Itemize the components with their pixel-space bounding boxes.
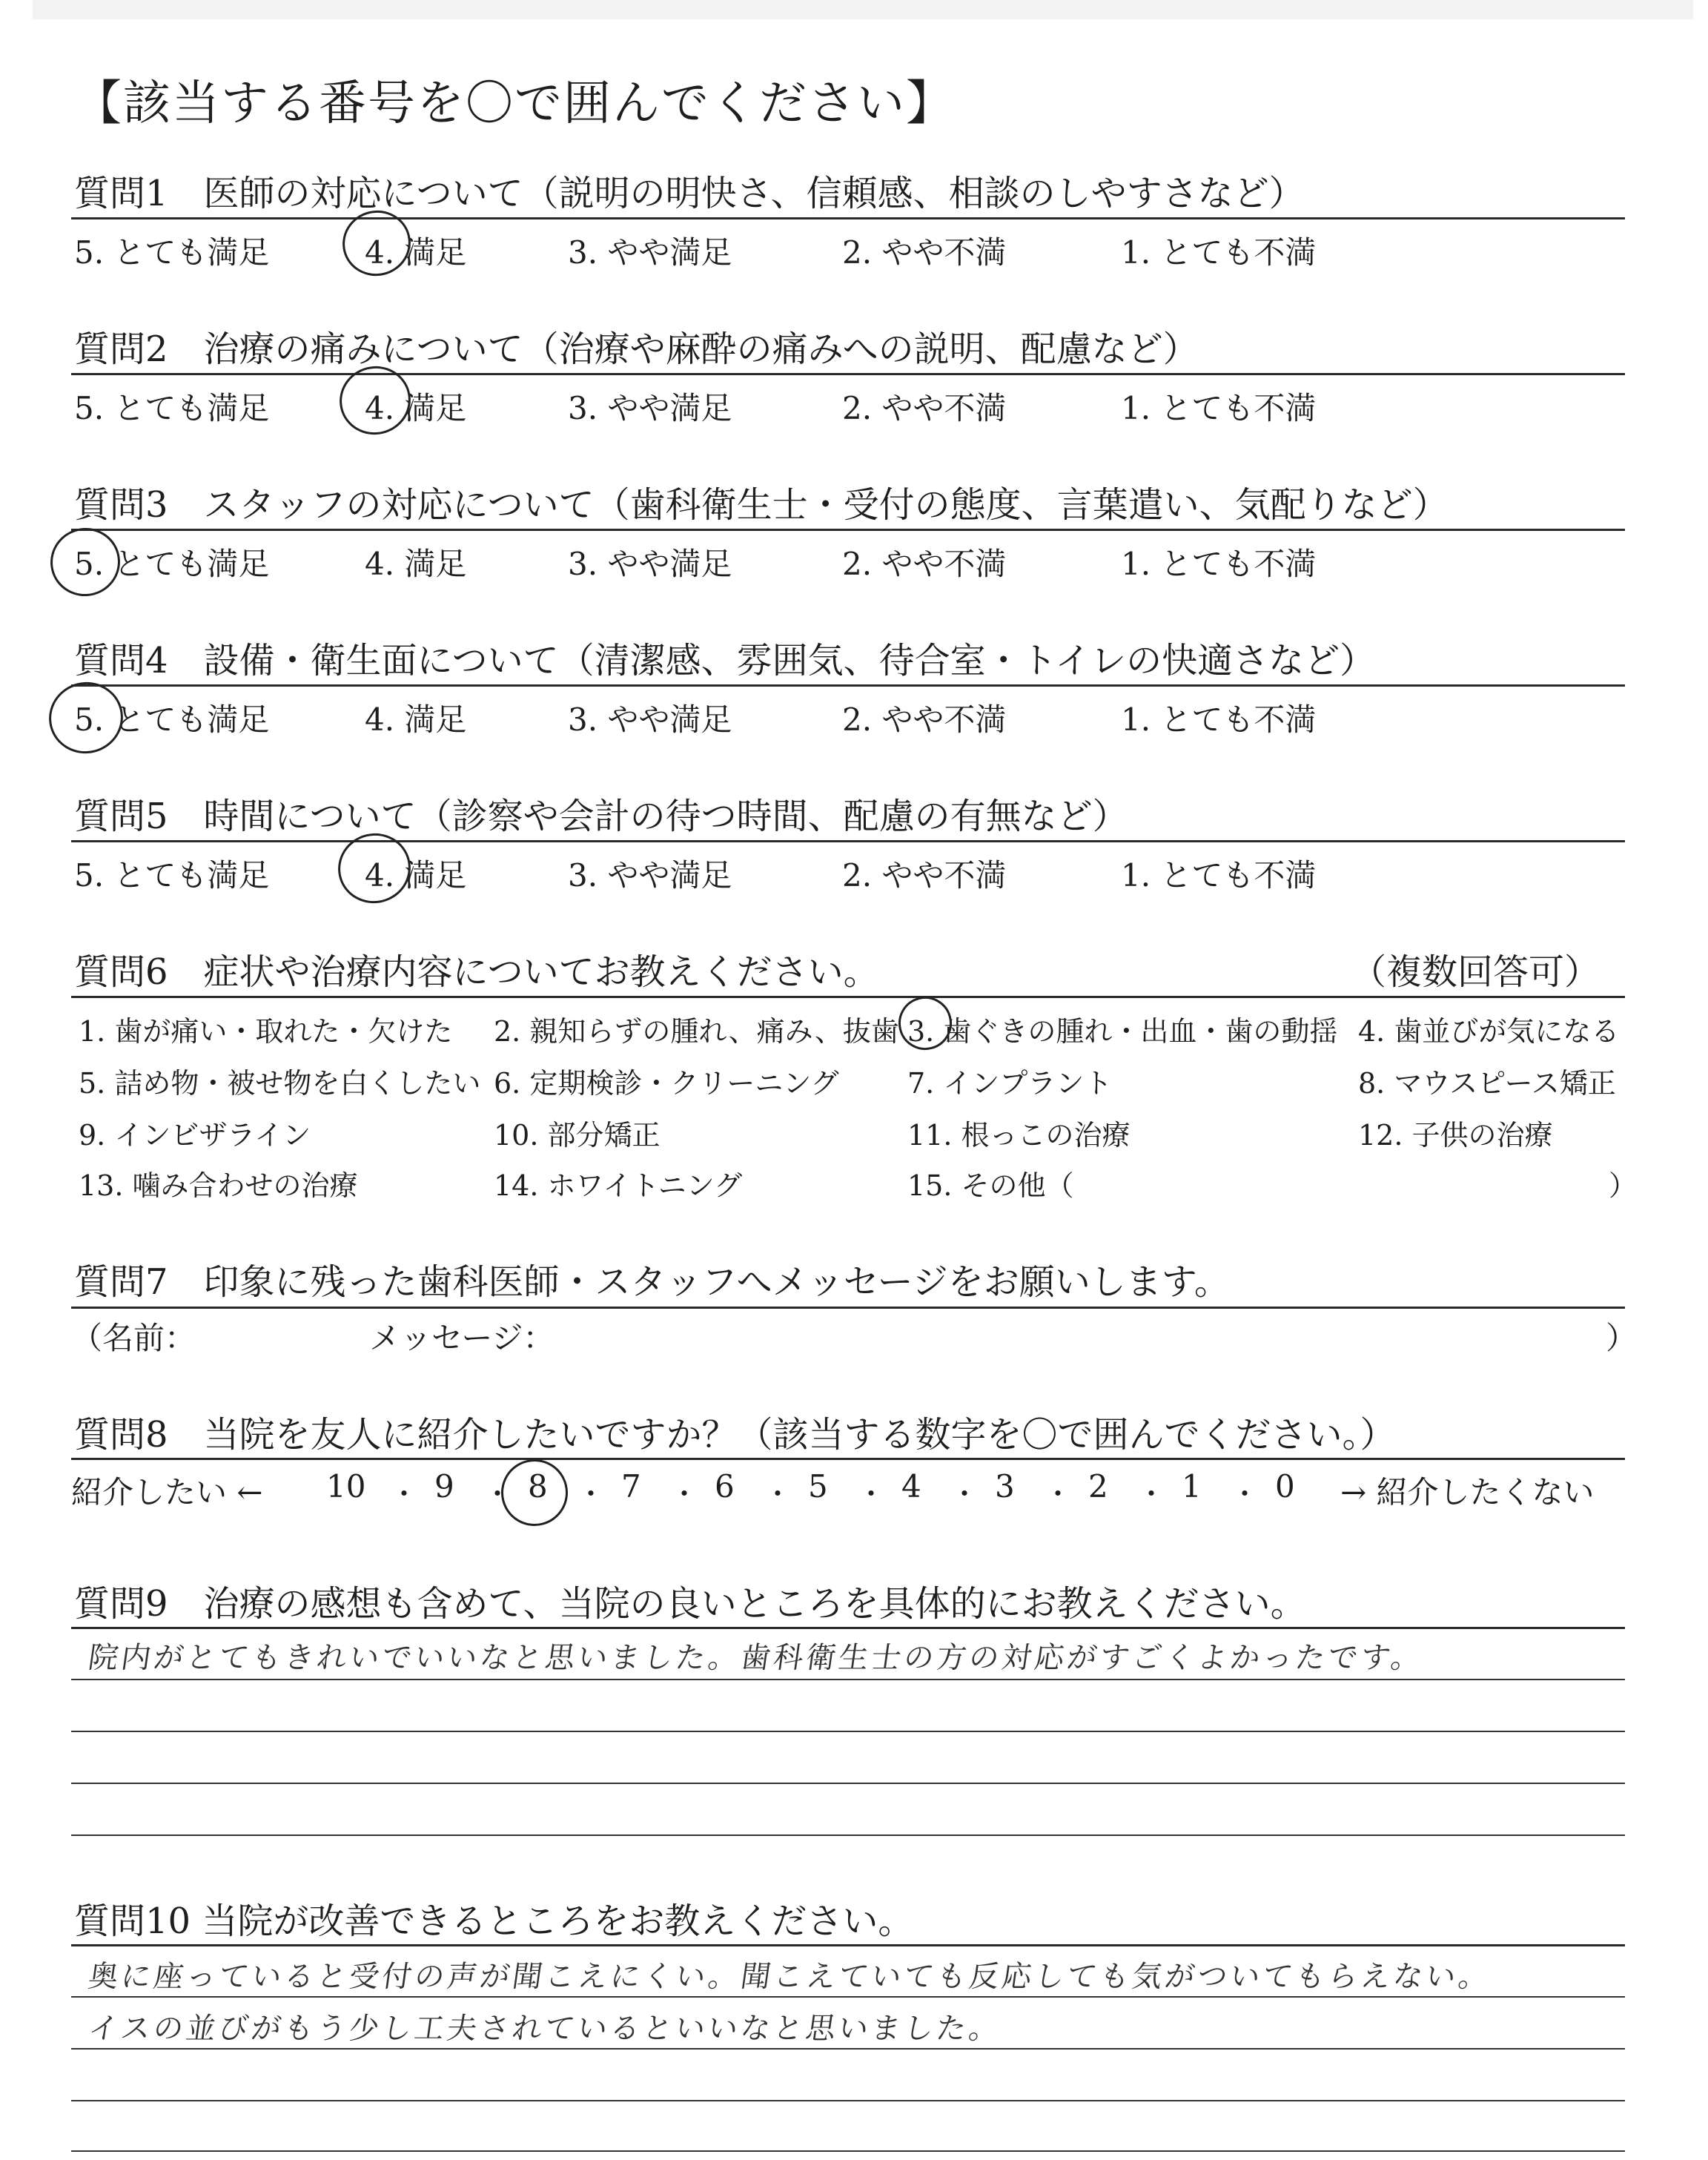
q2-option-2[interactable]: 2. やや不満	[842, 390, 1007, 426]
question-3-title: 質問3 スタッフの対応について（歯科衛生士・受付の態度、言葉遣い、気配りなど）	[74, 484, 1449, 526]
question-5-rule	[71, 840, 1625, 842]
answer-line	[71, 1783, 1625, 1784]
q5-option-5[interactable]: 5. とても満足	[74, 857, 270, 894]
q5-option-1[interactable]: 1. とても不満	[1121, 857, 1317, 894]
q6-option-7[interactable]: 7. インプラント	[907, 1067, 1113, 1100]
answer-line	[71, 2150, 1625, 2152]
q3-option-2[interactable]: 2. やや不満	[842, 546, 1007, 582]
q1-option-1[interactable]: 1. とても不満	[1121, 234, 1317, 271]
q6-option-1[interactable]: 1. 歯が痛い・取れた・欠けた	[79, 1015, 453, 1048]
q8-dot: ・	[1231, 1478, 1260, 1510]
q6-option-2[interactable]: 2. 親知らずの腫れ、痛み、抜歯	[494, 1015, 899, 1048]
question-1-rule	[71, 217, 1625, 219]
q8-dot: ・	[577, 1478, 606, 1510]
question-6-rule	[71, 996, 1625, 998]
q8-scale-7[interactable]: 7	[621, 1468, 641, 1505]
question-10-title: 質問10 当院が改善できるところをお教えください。	[74, 1900, 914, 1942]
question-8-rule	[71, 1458, 1625, 1460]
question-4-rule	[71, 684, 1625, 687]
answer-line	[71, 2100, 1625, 2101]
q6-option-10[interactable]: 10. 部分矯正	[494, 1119, 661, 1152]
q3-option-4[interactable]: 4. 満足	[365, 546, 467, 582]
q8-scale-0[interactable]: 0	[1275, 1468, 1295, 1505]
q8-scale-9[interactable]: 9	[434, 1468, 454, 1505]
q8-dot: ・	[1044, 1478, 1073, 1510]
question-5-title: 質問5 時間について（診察や会計の待つ時間、配慮の有無など）	[74, 796, 1128, 837]
question-7-rule	[71, 1307, 1625, 1309]
q6-option-3[interactable]: 3. 歯ぐきの腫れ・出血・歯の動揺	[907, 1015, 1338, 1048]
q8-selection-circle	[494, 1452, 575, 1533]
q1-option-2[interactable]: 2. やや不満	[842, 234, 1007, 271]
question-9-title: 質問9 治療の感想も含めて、当院の良いところを具体的にお教えください。	[74, 1583, 1306, 1625]
q6-option-9[interactable]: 9. インビザライン	[79, 1119, 311, 1152]
q6-option-11[interactable]: 11. 根っこの治療	[907, 1119, 1131, 1152]
q8-dot: ・	[1137, 1478, 1166, 1510]
q3-selection-circle	[43, 521, 127, 604]
q1-option-5[interactable]: 5. とても満足	[74, 234, 270, 271]
q8-dot: ・	[483, 1478, 512, 1510]
q8-scale-10[interactable]: 10	[326, 1468, 366, 1505]
q6-option-4[interactable]: 4. 歯並びが気になる	[1358, 1015, 1620, 1048]
q7-close-paren: ）	[1606, 1320, 1638, 1356]
q6-option-6[interactable]: 6. 定期検診・クリーニング	[494, 1067, 839, 1100]
q9-answer-line-1: 院内がとてもきれいでいいなと思いました。歯科衛生士の方の対応がすごくよかったです。	[86, 1641, 1426, 1675]
answer-line	[71, 1731, 1625, 1732]
q5-option-3[interactable]: 3. やや満足	[568, 857, 732, 894]
q1-option-3[interactable]: 3. やや満足	[568, 234, 732, 271]
q8-dot: ・	[764, 1478, 792, 1510]
question-6-title: 質問6 症状や治療内容についてお教えください。	[74, 951, 879, 993]
q6-option-13[interactable]: 13. 噛み合わせの治療	[79, 1169, 358, 1202]
q3-option-1[interactable]: 1. とても不満	[1121, 546, 1317, 582]
q8-scale-8[interactable]: 8	[528, 1468, 548, 1505]
q6-other-close-paren: ）	[1609, 1169, 1638, 1202]
q4-option-5[interactable]: 5. とても満足	[74, 701, 270, 738]
question-8-title: 質問8 当院を友人に紹介したいですか？（該当する数字を〇で囲んでください。）	[74, 1414, 1396, 1456]
q8-scale-1[interactable]: 1	[1182, 1468, 1202, 1505]
q10-answer-line-2: イスの並びがもう少し工夫されているといいなと思いました。	[86, 2012, 1004, 2046]
q8-scale-6[interactable]: 6	[715, 1468, 735, 1505]
q4-selection-circle	[42, 674, 130, 761]
q6-option-12[interactable]: 12. 子供の治療	[1358, 1119, 1553, 1152]
q8-scale-5[interactable]: 5	[808, 1468, 828, 1505]
q8-left-label: 紹介したい ←	[71, 1474, 263, 1510]
q8-scale-2[interactable]: 2	[1088, 1468, 1108, 1505]
answer-line	[71, 1996, 1625, 1998]
q2-option-5[interactable]: 5. とても満足	[74, 390, 270, 426]
q8-scale-4[interactable]: 4	[901, 1468, 921, 1505]
answer-line	[71, 1834, 1625, 1836]
q4-option-4[interactable]: 4. 満足	[365, 701, 467, 738]
q6-option-15[interactable]: 15. その他（	[907, 1169, 1074, 1202]
q8-dot: ・	[857, 1478, 886, 1510]
question-4-title: 質問4 設備・衛生面について（清潔感、雰囲気、待合室・トイレの快適さなど）	[74, 640, 1376, 681]
question-2-title: 質問2 治療の痛みについて（治療や麻酔の痛みへの説明、配慮など）	[74, 328, 1199, 370]
form-title: 【該当する番号を〇で囲んでください】	[74, 76, 955, 131]
q4-option-1[interactable]: 1. とても不満	[1121, 701, 1317, 738]
q8-dot: ・	[950, 1478, 979, 1510]
q8-scale-3[interactable]: 3	[995, 1468, 1015, 1505]
q3-option-5[interactable]: 5. とても満足	[74, 546, 270, 582]
answer-line	[71, 2048, 1625, 2050]
q4-option-2[interactable]: 2. やや不満	[842, 701, 1007, 738]
q5-option-4[interactable]: 4. 満足	[365, 857, 467, 894]
question-2-rule	[71, 373, 1625, 375]
q2-option-4[interactable]: 4. 満足	[365, 390, 467, 426]
q4-option-3[interactable]: 3. やや満足	[568, 701, 732, 738]
q8-dot: ・	[670, 1478, 699, 1510]
question-9-rule	[71, 1627, 1625, 1629]
question-10-rule	[71, 1944, 1625, 1946]
q8-dot: ・	[390, 1478, 419, 1510]
question-6-note: （複数回答可）	[1350, 951, 1600, 993]
q10-answer-line-1: 奥に座っていると受付の声が聞こえにくい。聞こえていても反応しても気がついてもらえない。	[86, 1960, 1494, 1994]
answer-line	[71, 1679, 1625, 1680]
question-1-title: 質問1 医師の対応について（説明の明快さ、信頼感、相談のしやすさなど）	[74, 173, 1305, 214]
q2-option-3[interactable]: 3. やや満足	[568, 390, 732, 426]
question-3-rule	[71, 529, 1625, 531]
q6-option-8[interactable]: 8. マウスピース矯正	[1358, 1067, 1616, 1100]
q2-option-1[interactable]: 1. とても不満	[1121, 390, 1317, 426]
q7-message-label: メッセージ：	[369, 1320, 555, 1356]
q1-option-4[interactable]: 4. 満足	[365, 234, 467, 271]
scan-top-edge	[33, 0, 1693, 19]
q7-name-label: （名前：	[71, 1320, 196, 1356]
q8-right-label: → 紹介したくない	[1340, 1474, 1595, 1510]
question-7-title: 質問7 印象に残った歯科医師・スタッフへメッセージをお願いします。	[74, 1261, 1230, 1303]
q6-option-5[interactable]: 5. 詰め物・被せ物を白くしたい	[79, 1067, 481, 1100]
q5-option-2[interactable]: 2. やや不満	[842, 857, 1007, 894]
q3-option-3[interactable]: 3. やや満足	[568, 546, 732, 582]
q6-option-14[interactable]: 14. ホワイトニング	[494, 1169, 743, 1202]
